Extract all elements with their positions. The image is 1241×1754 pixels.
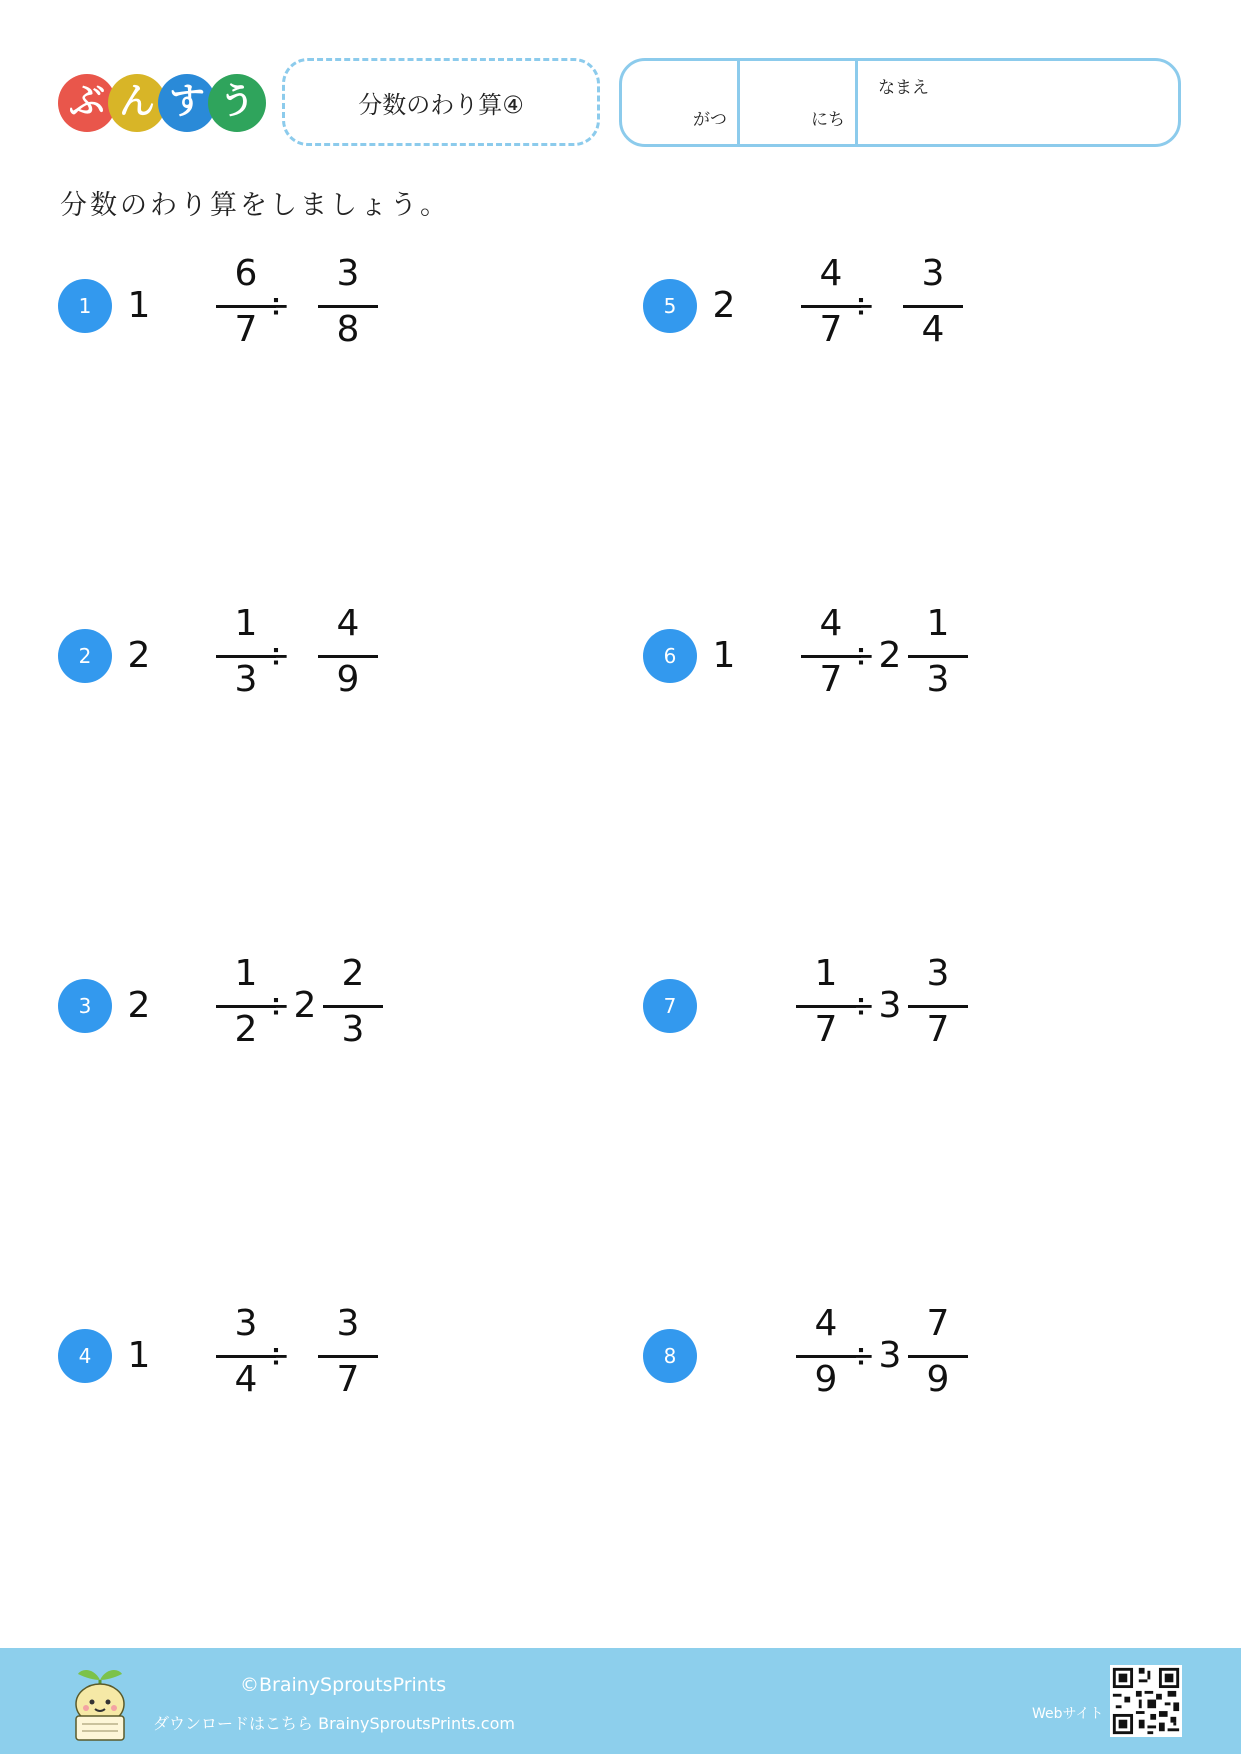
fraction-bar: [318, 655, 378, 658]
logo-char: す: [158, 74, 216, 132]
division-sign: ÷: [261, 286, 291, 326]
month-field[interactable]: [622, 61, 737, 144]
problem-number-badge: 6: [643, 629, 697, 683]
problem-number-badge: 7: [643, 979, 697, 1033]
denominator: 4: [921, 309, 945, 350]
fraction-bar: [318, 1355, 378, 1358]
denominator: 3: [234, 659, 258, 700]
problem-number-badge: 3: [58, 979, 112, 1033]
logo-char: ぶ: [58, 74, 116, 132]
denominator: 2: [234, 1009, 258, 1050]
denominator: 3: [926, 659, 950, 700]
denominator: 7: [926, 1009, 950, 1050]
date-name-box: [619, 58, 1181, 147]
whole-number: 2: [712, 285, 736, 326]
numerator: 1: [234, 603, 258, 644]
whole-number: 3: [878, 985, 902, 1026]
numerator: 4: [819, 253, 843, 294]
problem-number-badge: 5: [643, 279, 697, 333]
problem-number-badge: 8: [643, 1329, 697, 1383]
problem-number-badge: 2: [58, 629, 112, 683]
division-sign: ÷: [846, 1336, 876, 1376]
numerator: 4: [819, 603, 843, 644]
division-sign: ÷: [261, 986, 291, 1026]
instructions: 分数のわり算をしましょう。: [60, 190, 450, 221]
whole-number: 2: [127, 985, 151, 1026]
numerator: 1: [926, 603, 950, 644]
whole-number: 2: [293, 985, 317, 1026]
website-label: Webサイト: [1032, 1706, 1104, 1722]
fraction-bar: [318, 305, 378, 308]
fraction-bar: [908, 1355, 968, 1358]
numerator: 6: [234, 253, 258, 294]
logo: [58, 74, 268, 132]
whole-number: 1: [127, 1335, 151, 1376]
worksheet-title: 分数のわり算④: [358, 90, 524, 119]
numerator: 3: [336, 1303, 360, 1344]
numerator: 4: [814, 1303, 838, 1344]
division-sign: ÷: [846, 986, 876, 1026]
denominator: 7: [819, 659, 843, 700]
division-sign: ÷: [846, 286, 876, 326]
denominator: 7: [819, 309, 843, 350]
whole-number: 1: [712, 635, 736, 676]
numerator: 1: [234, 953, 258, 994]
fraction-bar: [323, 1005, 383, 1008]
day-label: にち: [811, 110, 845, 130]
denominator: 9: [926, 1359, 950, 1400]
fraction-bar: [903, 305, 963, 308]
numerator: 3: [336, 253, 360, 294]
logo-char: う: [208, 74, 266, 132]
denominator: 7: [234, 309, 258, 350]
problem-8: [643, 1299, 1203, 1409]
copyright-text: ©BrainySproutsPrints: [240, 1674, 447, 1696]
numerator: 3: [921, 253, 945, 294]
problem-2: [58, 599, 618, 709]
denominator: 7: [336, 1359, 360, 1400]
fraction-bar: [908, 1005, 968, 1008]
footer: [0, 1648, 1241, 1754]
problem-3: [58, 949, 618, 1059]
name-field[interactable]: [858, 61, 1178, 144]
denominator: 3: [341, 1009, 365, 1050]
division-sign: ÷: [846, 636, 876, 676]
download-link[interactable]: ダウンロードはこちら BrainySproutsPrints.com: [153, 1714, 515, 1733]
denominator: 9: [336, 659, 360, 700]
numerator: 3: [234, 1303, 258, 1344]
denominator: 8: [336, 309, 360, 350]
worksheet-title-box: [282, 58, 600, 146]
logo-char: ん: [108, 74, 166, 132]
problem-5: [643, 249, 1203, 359]
whole-number: 1: [127, 285, 151, 326]
qr-code-icon[interactable]: [1110, 1665, 1182, 1737]
whole-number: 2: [127, 635, 151, 676]
denominator: 9: [814, 1359, 838, 1400]
numerator: 2: [341, 953, 365, 994]
numerator: 7: [926, 1303, 950, 1344]
whole-number: 3: [878, 1335, 902, 1376]
sprout-mascot-icon: [68, 1662, 132, 1742]
problem-6: [643, 599, 1203, 709]
denominator: 7: [814, 1009, 838, 1050]
name-label: なまえ: [878, 78, 929, 98]
numerator: 3: [926, 953, 950, 994]
fraction-bar: [908, 655, 968, 658]
denominator: 4: [234, 1359, 258, 1400]
numerator: 1: [814, 953, 838, 994]
problem-4: [58, 1299, 618, 1409]
whole-number: 2: [878, 635, 902, 676]
month-label: がつ: [693, 110, 727, 130]
day-field[interactable]: [740, 61, 855, 144]
problem-number-badge: 4: [58, 1329, 112, 1383]
problem-1: [58, 249, 618, 359]
numerator: 4: [336, 603, 360, 644]
division-sign: ÷: [261, 636, 291, 676]
problem-number-badge: 1: [58, 279, 112, 333]
problem-7: [643, 949, 1203, 1059]
division-sign: ÷: [261, 1336, 291, 1376]
